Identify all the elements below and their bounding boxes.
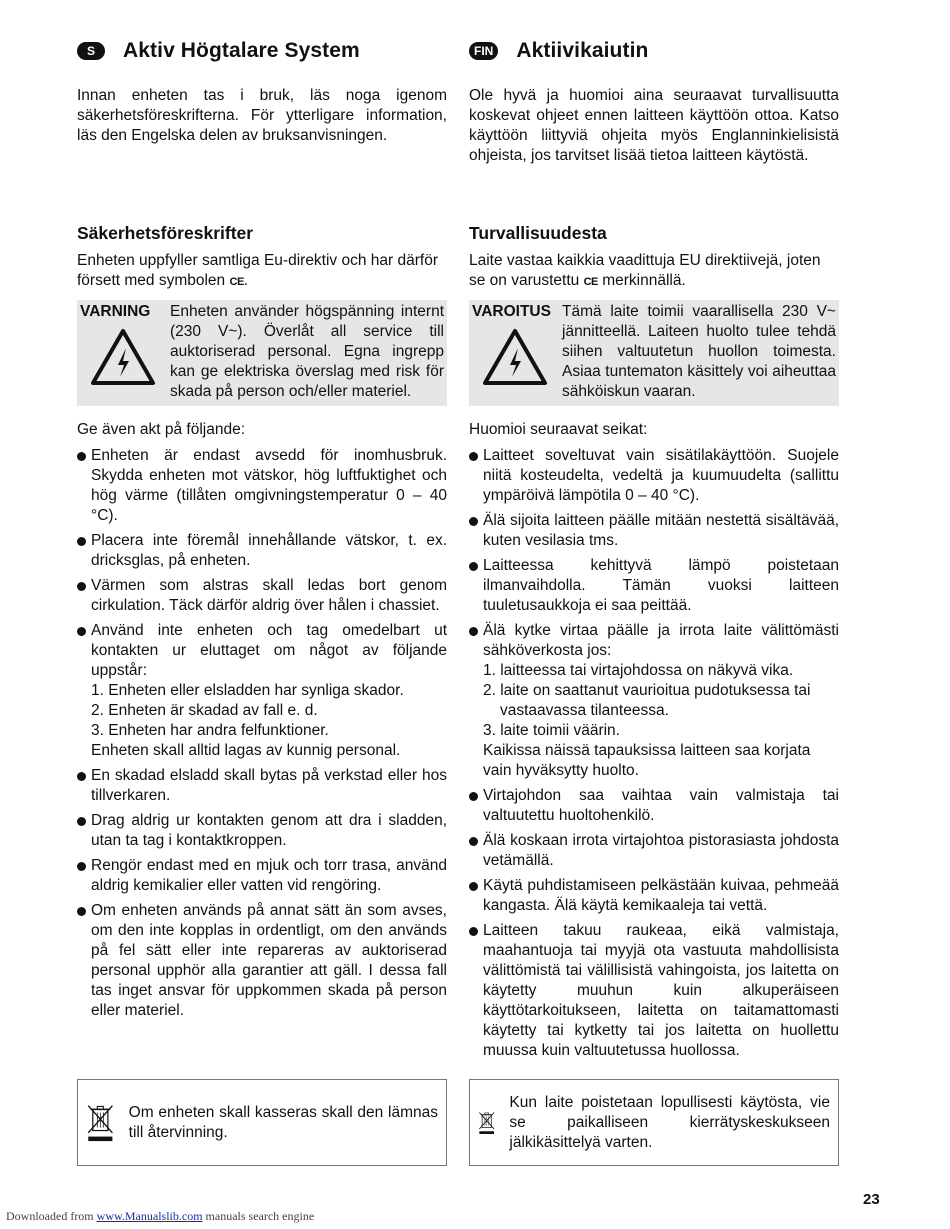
recycling-text-fi: Kun laite poistetaan lopullisesti käytösta, vie se paikalliseen kierrätyskeskukseen jälkikäsittelyä varten.: [509, 1093, 830, 1151]
intro-text-fi: Ole hyvä ja huomioi aina seuraavat turvallisuutta koskevat ohjeet ennen laitteen käyttöön ottoa. Katso käyttöön liittyviä ohjeita myös Englanninkielisistä ohjeista, jos tarvitset lisää tietoa laitteen käytöstä.: [469, 87, 839, 164]
notes-heading-sv: Ge även akt på följande:: [77, 421, 246, 438]
safety-heading-fi: Turvallisuudesta: [469, 223, 607, 243]
list-item: Älä sijoita laitteen päälle mitään nestettä sisältävää, kuten vesilasia tms.: [469, 511, 839, 551]
high-voltage-warning-icon: [482, 328, 548, 386]
list-item: Älä kytke virtaa päälle ja irrota laite välittömästi sähköverkosta jos: 1. laitteessa tai virtajohdossa on näkyvä vika. 2. laite on saattanut vaurioitua pudotuksessa tai vastaavassa tilanteessa. 3. laite toimii väärin. Kaikissa näissä tapauksissa laitteen saa korjata vain hyväksytty huolto.: [469, 621, 839, 781]
warning-text-fi: Tämä laite toimii vaarallisella 230 V~ jännitteellä. Laiteen huolto tulee tehdä siihen valtuutetun huollon toimesta. Asiaa tuntematon käsittely voi aiheuttaa sähköiskun vaaran.: [562, 303, 836, 400]
crossed-out-bin-icon: [86, 1097, 115, 1149]
list-item: Använd inte enheten och tag omedelbart ut kontakten ur eluttaget om något av följande uppstår: 1. Enheten eller elsladden har synliga skador. 2. Enheten är skadad av fall e. d. 3. Enheten har andra felfunktioner. Enheten skall alltid lagas av kunnig personal.: [77, 621, 447, 761]
safety-list-fi: [469, 446, 839, 1061]
sublist-item: 2. laite on saattanut vaurioitua pudotuksessa tai: [483, 682, 811, 699]
list-item: Värmen som alstras skall ledas bort genom cirkulation. Täck därför aldrig över hålen i chassiet.: [77, 576, 447, 616]
swedish-column: [77, 36, 447, 1026]
ce-mark-icon: CE: [229, 276, 244, 288]
recycling-box-fi: [469, 1079, 839, 1166]
manualslib-link[interactable]: www.Manualslib.com: [96, 1209, 203, 1223]
list-item: Om enheten används på annat sätt än som avses, om den inte kopplas in ordentligt, om den används på fel sätt eller inte repareras av auktoriserad personal upphör alla garantier att gäll. I dessa fall tas inget ansvar för uppkommen skada på person eller materiel.: [77, 901, 447, 1021]
sublist-item: 1. Enheten eller elsladden har synliga skador.: [91, 682, 404, 699]
warning-text-sv: Enheten använder högspänning internt (230 V~). Överlåt all service till auktoriserad personal. Egna ingrepp kan ge elektriska överslag med risk för skada på person och/eller materiel.: [170, 303, 444, 400]
sublist-item: vastaavassa tilanteessa.: [500, 702, 669, 719]
list-item: Laitteet soveltuvat vain sisätilakäyttöön. Suojele niitä kosteudelta, vedeltä ja kuumuudelta (sallittu ympäröivä lämpötila 0 – 40 °C).: [469, 446, 839, 506]
warning-box-sv: [77, 300, 447, 406]
language-badge-sv: S: [77, 42, 105, 60]
ce-statement-sv: Enheten uppfyller samtliga Eu-direktiv och har därför försett med symbolen CE.: [77, 252, 438, 289]
ce-statement-fi: Laite vastaa kaikkia vaadittuja EU direktiivejä, joten se on varustettu CE merkinnällä.: [469, 252, 821, 289]
list-item: Drag aldrig ur kontakten genom att dra i sladden, utan ta tag i kontaktkroppen.: [77, 811, 447, 851]
list-item: Virtajohdon saa vaihtaa vain valmistaja tai valtuutettu huoltohenkilö.: [469, 786, 839, 826]
warning-label-sv: VARNING: [80, 303, 151, 320]
warning-label-fi: VAROITUS: [472, 303, 551, 320]
high-voltage-warning-icon: [90, 328, 156, 386]
safety-list-sv: [77, 446, 447, 1021]
list-item: En skadad elsladd skall bytas på verkstad eller hos tillverkaren.: [77, 766, 447, 806]
recycling-box-sv: [77, 1079, 447, 1166]
list-item: Laitteessa kehittyvä lämpö poistetaan ilmanvaihdolla. Tämän vuoksi laitteen tuuletusaukkoja ei saa peittää.: [469, 556, 839, 616]
list-item: Rengör endast med en mjuk och torr trasa, använd aldrig kemikalier eller vatten vid rengöring.: [77, 856, 447, 896]
section-title-fi: [469, 36, 839, 66]
ce-mark-icon: CE: [583, 276, 598, 288]
sublist-item: 2. Enheten är skadad av fall e. d.: [91, 702, 318, 719]
page-title-sv: Aktiv Högtalare System: [123, 39, 360, 62]
sublist-item: Kaikissa näissä tapauksissa laitteen saa korjata vain hyväksytty huolto.: [483, 742, 811, 779]
sublist-item: Enheten skall alltid lagas av kunnig personal.: [91, 742, 401, 759]
notes-heading-fi: Huomioi seuraavat seikat:: [469, 421, 648, 438]
list-item: Enheten är endast avsedd för inomhusbruk. Skydda enheten mot vätskor, hög luftfuktighet och hög värme (tillåten omgivningstemperatur 0 – 40 °C).: [77, 446, 447, 526]
list-item: Käytä puhdistamiseen pelkästään kuivaa, pehmeää kangasta. Älä käytä kemikaaleja tai vettä.: [469, 876, 839, 916]
finnish-column: [469, 36, 839, 1066]
list-item: Laitteen takuu raukeaa, eikä valmistaja, maahantuoja tai myyjä ota vastuuta mahdollisista välittömistä tai välillisistä vahingoista, jos laitetta on käytetty muuhun kuin alkuperäiseen käyttötarkoitukseen, laitetta on taitamattomasti käytetty tai kytketty tai jos laitetta on huollettu muussa kuin valtuutetussa huollossa.: [469, 921, 839, 1061]
download-footer: Downloaded from www.Manualslib.com manuals search engine: [6, 1209, 315, 1223]
page-title-fi: Aktiivikaiutin: [516, 39, 649, 62]
list-item: Älä koskaan irrota virtajohtoa pistorasiasta johdosta vetämällä.: [469, 831, 839, 871]
crossed-out-bin-icon: [478, 1097, 495, 1149]
page-number: 23: [863, 1191, 880, 1208]
section-title-sv: [77, 36, 447, 66]
language-badge-fi: FIN: [469, 42, 498, 60]
sublist-item: 3. Enheten har andra felfunktioner.: [91, 722, 329, 739]
intro-text-sv: Innan enheten tas i bruk, läs noga igenom säkerhetsföreskrifterna. För ytterligare information, läs den Engelska delen av bruksanvisningen.: [77, 87, 447, 144]
recycling-text-sv: Om enheten skall kasseras skall den lämnas till återvinning.: [128, 1103, 438, 1141]
sublist-item: 3. laite toimii väärin.: [483, 722, 620, 739]
list-item: Placera inte föremål innehållande vätskor, t. ex. dricksglas, på enheten.: [77, 531, 447, 571]
warning-box-fi: [469, 300, 839, 406]
safety-heading-sv: Säkerhetsföreskrifter: [77, 223, 254, 243]
sublist-item: 1. laitteessa tai virtajohdossa on näkyvä vika.: [483, 662, 794, 679]
